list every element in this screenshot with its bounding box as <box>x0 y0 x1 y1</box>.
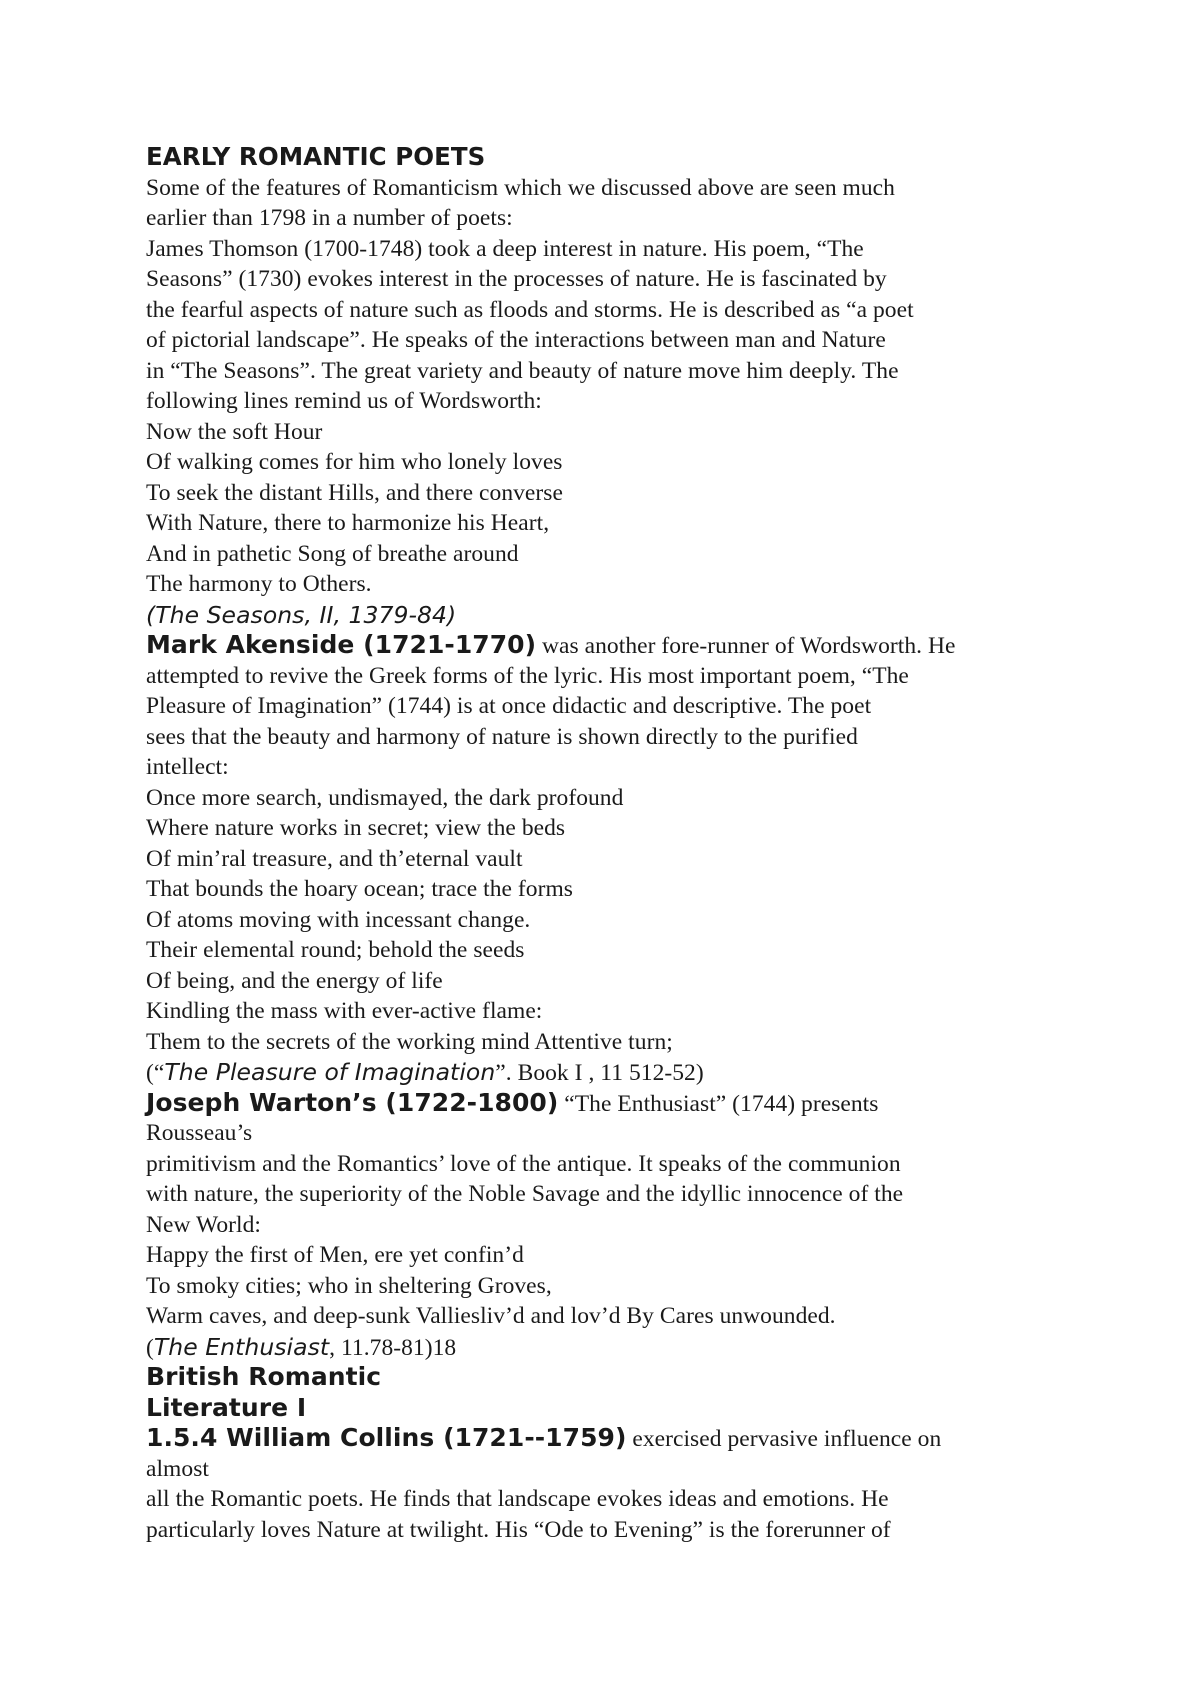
collins-paragraph-line: all the Romantic poets. He finds that landscape evokes ideas and emotions. He <box>146 1486 889 1512</box>
poem-line: That bounds the hoary ocean; trace the forms <box>146 876 574 902</box>
paragraph-text: was another fore-runner of Wordsworth. He <box>536 633 956 659</box>
akenside-paragraph-line: intellect: <box>146 754 229 780</box>
intro-line: Some of the features of Romanticism which we discussed above are seen much <box>146 174 895 201</box>
poem-line: The harmony to Others. <box>146 571 372 597</box>
citation-reference: , 11.78-81)18 <box>329 1334 457 1361</box>
poem-line: Their elemental round; behold the seeds <box>146 937 525 963</box>
warton-paragraph-line: with nature, the superiority of the Noble Savage and the idyllic innocence of the <box>146 1181 904 1207</box>
poem-line: Once more search, undismayed, the dark profound <box>146 784 624 811</box>
running-head: British Romantic <box>146 1362 382 1391</box>
poem-line: Of walking comes for him who lonely loves <box>146 449 563 475</box>
thomson-paragraph-line: in “The Seasons”. The great variety and beauty of nature move him deeply. The <box>146 357 899 384</box>
warton-paragraph-line: Rousseau’s <box>146 1120 253 1146</box>
akenside-paragraph-line: attempted to revive the Greek forms of the lyric. His most important poem, “The <box>146 662 909 689</box>
section-title: EARLY ROMANTIC POETS <box>146 142 486 171</box>
poem-line: Of atoms moving with incessant change. <box>146 906 531 933</box>
thomson-paragraph-line: James Thomson (1700-1748) took a deep interest in nature. His poem, “The <box>146 235 864 262</box>
poet-name-heading: Mark Akenside (1721-1770) <box>146 630 537 659</box>
collins-heading-line <box>146 1423 1046 1454</box>
thomson-paragraph-line: of pictorial landscape”. He speaks of the interactions between man and Nature <box>146 327 886 353</box>
poem-citation <box>146 1057 1046 1088</box>
citation-open: ( <box>146 1334 154 1361</box>
poet-name-heading: Joseph Warton’s (1722-1800) <box>146 1087 559 1117</box>
poem-line: Now the soft Hour <box>146 418 323 445</box>
citation-open: (“ <box>146 1060 165 1086</box>
paragraph-text: exercised pervasive influence on <box>626 1426 942 1452</box>
collins-paragraph-line: particularly loves Nature at twilight. His “Ode to Evening” is the forerunner of <box>146 1516 891 1543</box>
thomson-paragraph-line: following lines remind us of Wordsworth: <box>146 388 542 414</box>
akenside-heading-line <box>146 630 1046 661</box>
poem-line: Of min’ral treasure, and th’eternal vault <box>146 845 523 872</box>
poem-line: Of being, and the energy of life <box>146 967 443 994</box>
section-heading: 1.5.4 William Collins (1721--1759) <box>146 1423 627 1452</box>
poem-line: With Nature, there to harmonize his Heart, <box>146 510 550 536</box>
poem-citation: (The Seasons, II, 1379-84) <box>146 600 457 629</box>
document-body <box>146 142 1046 1545</box>
akenside-paragraph-line: sees that the beauty and harmony of nature is shown directly to the purified <box>146 723 858 750</box>
poem-line: Them to the secrets of the working mind Attentive turn; <box>146 1028 673 1055</box>
thomson-paragraph-line: Seasons” (1730) evokes interest in the processes of nature. He is fascinated by <box>146 266 887 292</box>
poem-line: Happy the first of Men, ere yet confin’d <box>146 1242 524 1268</box>
poem-line: Warm caves, and deep-sunk Valliesliv’d and lov’d By Cares unwounded. <box>146 1303 836 1329</box>
citation-title: The Enthusiast <box>153 1332 330 1361</box>
running-head: Literature I <box>146 1392 307 1422</box>
warton-paragraph-line: New World: <box>146 1211 262 1238</box>
citation-title: The Pleasure of Imagination <box>164 1058 496 1086</box>
intro-line: earlier than 1798 in a number of poets: <box>146 205 513 231</box>
warton-paragraph-line: primitivism and the Romantics’ love of the antique. It speaks of the communion <box>146 1150 901 1177</box>
poem-line: To seek the distant Hills, and there converse <box>146 479 563 506</box>
poem-line: Kindling the mass with ever-active flame: <box>146 998 543 1024</box>
citation-reference: ”. Book I , 11 512-52) <box>495 1060 704 1086</box>
poem-line: Where nature works in secret; view the beds <box>146 815 566 841</box>
poem-citation <box>146 1332 1046 1363</box>
warton-heading-line <box>146 1088 1046 1119</box>
collins-paragraph-line: almost <box>146 1455 209 1482</box>
poem-line: And in pathetic Song of breathe around <box>146 540 519 567</box>
akenside-paragraph-line: Pleasure of Imagination” (1744) is at once didactic and descriptive. The poet <box>146 693 872 719</box>
paragraph-text: “The Enthusiast” (1744) presents <box>558 1090 879 1117</box>
thomson-paragraph-line: the fearful aspects of nature such as floods and storms. He is described as “a poet <box>146 296 914 323</box>
poem-line: To smoky cities; who in sheltering Groves, <box>146 1272 552 1299</box>
